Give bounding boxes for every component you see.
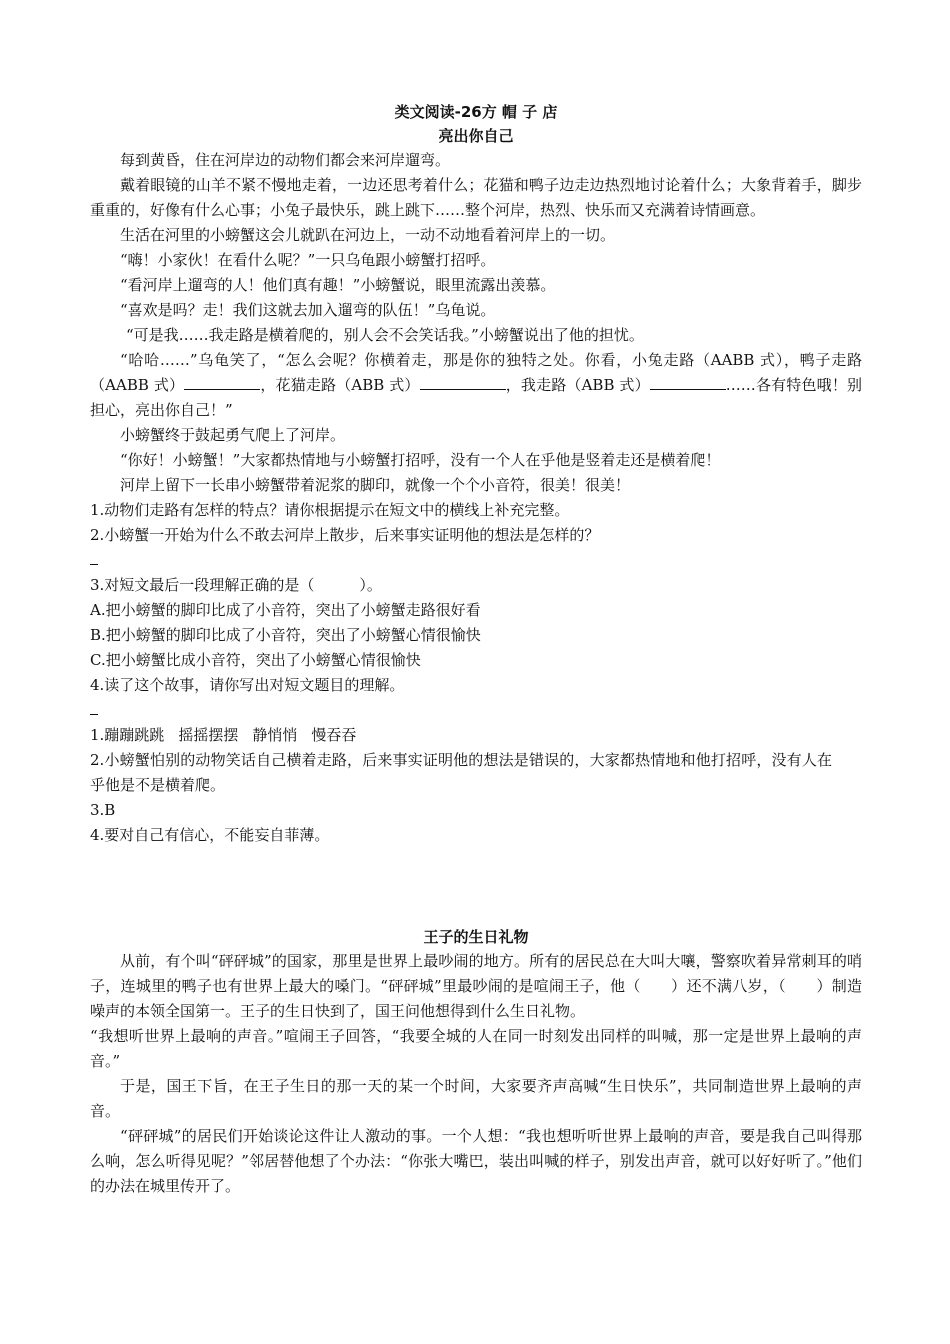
question-3-option-c[interactable]: C.把小螃蟹比成小音符，突出了小螃蟹心情很愉快 — [90, 651, 421, 669]
question-3-option-a[interactable]: A.把小螃蟹的脚印比成了小音符，突出了小螃蟹走路很好看 — [90, 601, 481, 619]
answer-1-item: 慢吞吞 — [311, 726, 357, 744]
story1-paragraph: “喜欢是吗？走！我们这就去加入遛弯的队伍！”乌龟说。 — [120, 301, 496, 319]
fill-text: ，鸭子走路（AABB 式） — [90, 351, 862, 394]
story2-paragraph: “砰砰城”的居民们开始谈论这件让人激动的事。一个人想：“我也想听听世界上最响的声音，要是我自己叫得那么响，怎么听得见呢？”邻居替他想了个办法：“你张大嘴巴，装出叫喊的样子，别发出声音，就可以好好听了。”他们的办法在城里传开了。 — [90, 1127, 862, 1195]
story2-paragraph: 从前，有个叫“砰砰城”的国家，那里是世界上最吵闹的地方。所有的居民总在大叫大嚷，警察吹着异常刺耳的哨子，连城里的鸭子也有世界上最大的嗓门。“砰砰城”里最吵闹的是喧闹王子，他（ ）还不满八岁，（ ）制造噪声的本领全国第一。王子的生日快到了，国王问他想得到什么生日礼物。 — [90, 952, 862, 1020]
answer-1 — [90, 723, 862, 748]
answer-line[interactable] — [90, 548, 862, 573]
worksheet-title: 类文阅读-26方 帽 子 店 — [394, 103, 558, 121]
document-page — [90, 100, 862, 1199]
story1-paragraph: 河岸上留下一长串小螃蟹带着泥浆的脚印，就像一个个小音符，很美！很美！ — [120, 476, 631, 494]
story1-fill-paragraph — [90, 348, 862, 423]
answer-2: 2.小螃蟹怕别的动物笑话自己横着走路，后来事实证明他的想法是错误的，大家都热情地和他打招呼，没有人在乎他是不是横着爬。 — [90, 751, 832, 794]
answer-line[interactable] — [90, 698, 862, 723]
answer-1-item: 1.蹦蹦跳跳 — [90, 726, 165, 744]
story2-paragraph: 于是，国王下旨，在王子生日的那一天的某一个时间，大家要齐声高喊“生日快乐”，共同制造世界上最响的声音。 — [90, 1077, 862, 1120]
questions-section — [90, 498, 862, 723]
question-2: 2.小螃蟹一开始为什么不敢去河岸上散步，后来事实证明他的想法是怎样的？ — [90, 526, 600, 544]
story1-paragraph: 戴着眼镜的山羊不紧不慢地走着，一边还思考着什么；花猫和鸭子边走边热烈地讨论着什么；大象背着手，脚步重重的，好像有什么心事；小兔子最快乐，跳上跳下……整个河岸，热烈、快乐而又充满着诗情画意。 — [90, 176, 862, 219]
story2-title: 王子的生日礼物 — [423, 928, 529, 946]
answer-1-item: 摇摇摆摆 — [178, 726, 239, 744]
story1-paragraph: 每到黄昏，住在河岸边的动物们都会来河岸遛弯。 — [120, 151, 451, 169]
fill-text: ……各有特色哦！别担心，亮出你自己！” — [90, 376, 862, 419]
story1-title: 亮出你自己 — [438, 127, 514, 145]
fill-text: ，花猫走路（ABB 式） — [260, 376, 420, 394]
story2-body — [90, 949, 862, 1199]
answers-section — [90, 723, 862, 848]
story1-paragraph: 生活在河里的小螃蟹这会儿就趴在河边上，一动不动地看着河岸上的一切。 — [120, 226, 616, 244]
story2-paragraph: “我想听世界上最响的声音。”喧闹王子回答，“我要全城的人在同一时刻发出同样的叫喊，那一定是世界上最响的声音。” — [90, 1027, 862, 1070]
question-3: 3.对短文最后一段理解正确的是（ ）。 — [90, 576, 382, 594]
answer-1-item: 静悄悄 — [252, 726, 298, 744]
answer-3: 3.B — [90, 801, 116, 819]
answer-blank[interactable] — [650, 375, 726, 390]
fill-text: ，我走路（ABB 式） — [505, 376, 650, 394]
story1-paragraph: “可是我……我走路是横着爬的，别人会不会笑话我。”小螃蟹说出了他的担忧。 — [126, 326, 644, 344]
answer-blank[interactable] — [420, 375, 506, 390]
question-3-option-b[interactable]: B.把小螃蟹的脚印比成了小音符，突出了小螃蟹心情很愉快 — [90, 626, 481, 644]
question-1: 1.动物们走路有怎样的特点？请你根据提示在短文中的横线上补充完整。 — [90, 501, 570, 519]
question-4: 4.读了这个故事，请你写出对短文题目的理解。 — [90, 676, 405, 694]
story1-paragraph: “嗨！小家伙！在看什么呢？”一只乌龟跟小螃蟹打招呼。 — [120, 251, 496, 269]
fill-text: “哈哈……”乌龟笑了，“怎么会呢？你横着走，那是你的独特之处。你看，小兔走路（AABB 式） — [120, 351, 784, 369]
story1-body — [90, 148, 862, 498]
story1-paragraph: “你好！小螃蟹！”大家都热情地与小螃蟹打招呼，没有一个人在乎他是竖着走还是横着爬！ — [120, 451, 721, 469]
answer-blank[interactable] — [184, 375, 260, 390]
story1-paragraph: 小螃蟹终于鼓起勇气爬上了河岸。 — [120, 426, 346, 444]
answer-4: 4.要对自己有信心，不能妄自菲薄。 — [90, 826, 330, 844]
story1-paragraph: “看河岸上遛弯的人！他们真有趣！”小螃蟹说，眼里流露出羡慕。 — [120, 276, 556, 294]
